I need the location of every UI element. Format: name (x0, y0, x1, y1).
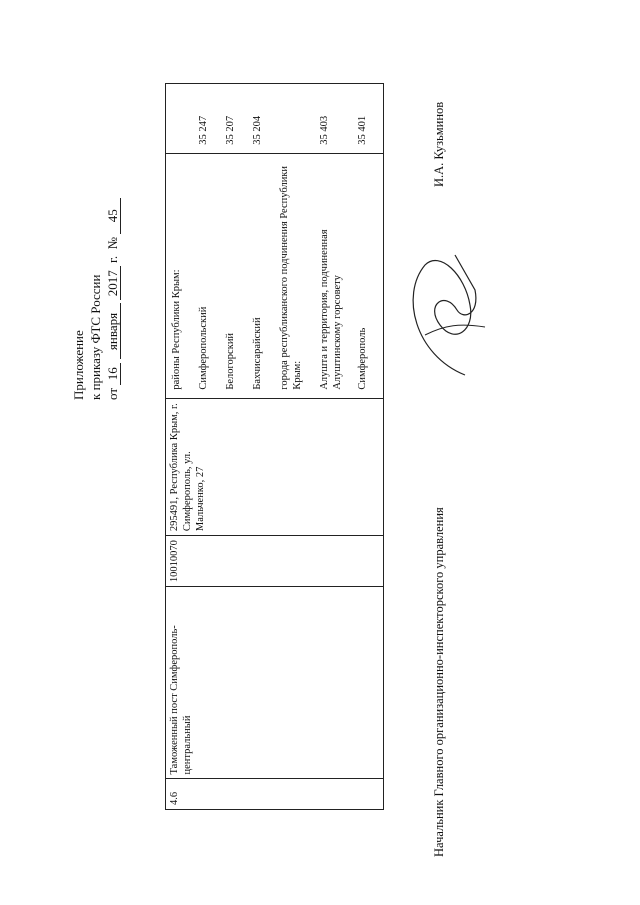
signatory-name: И.А. Кузьминов (432, 101, 446, 187)
area-code (168, 88, 195, 149)
area-code: 35 247 (198, 115, 209, 145)
handwritten-signature (395, 245, 495, 385)
customs-post-table (165, 83, 384, 810)
date-month: января (106, 303, 121, 359)
from-label: от (105, 387, 120, 400)
area-label: города республиканского подчинения Республики Крым: (279, 165, 303, 390)
oktmo-codes (166, 84, 384, 154)
row-number: 4.6 (166, 779, 384, 810)
area-label: Симферопольский (198, 306, 209, 390)
area-code: 35 403 (319, 115, 330, 145)
signatory-position: Начальник Главного организационно-инспекторского управления (432, 507, 446, 857)
post-name: Таможенный пост Симферополь-центральный (166, 587, 384, 779)
area-code: 35 401 (357, 115, 368, 145)
date-day: 16 (106, 363, 121, 385)
area-label: районы Республики Крым: (171, 269, 182, 390)
area-code: 35 207 (225, 115, 236, 145)
post-address: 295491, Республика Крым, г. Симферополь, ул. Мальченко, 27 (166, 398, 384, 535)
area-label: Алушта и территория, подчиненная Алуштинскому горсовету (319, 229, 343, 390)
appendix-header (70, 198, 121, 400)
table-row (166, 84, 384, 810)
area-code (276, 88, 316, 149)
order-number: 45 (106, 198, 121, 234)
appendix-title: Приложение (71, 330, 86, 400)
date-year: 2017 (106, 266, 121, 300)
appendix-order-ref: к приказу ФТС России (88, 274, 103, 400)
area-list (166, 153, 384, 398)
number-label: № (105, 236, 120, 250)
area-code: 35 204 (252, 115, 263, 145)
area-label: Белогорский (225, 332, 236, 390)
area-label: Бахчисарайский (252, 317, 263, 390)
area-label: Симферополь (357, 327, 368, 390)
post-code: 10010070 (166, 536, 384, 587)
appendix-date-line (104, 198, 121, 400)
year-suffix: г. (105, 255, 120, 263)
